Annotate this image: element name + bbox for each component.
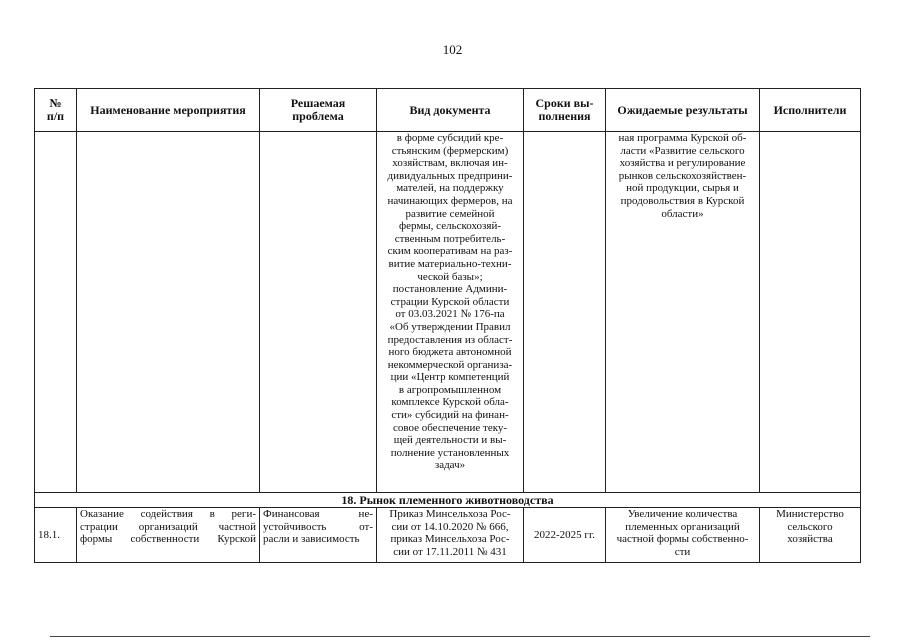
header-name: Наименование мероприятия — [77, 89, 260, 132]
section-row — [35, 493, 861, 508]
header-num: № п/п — [35, 89, 77, 132]
header-doc-type: Вид документа — [377, 89, 524, 132]
scan-edge-line — [50, 636, 870, 637]
cell-problem — [260, 132, 377, 493]
item-name: Оказание содействия в реги- страции организаций частной формы собственности Курской — [77, 508, 260, 563]
measures-table — [34, 88, 861, 563]
table-row — [35, 508, 861, 563]
cell-num — [35, 132, 77, 493]
item-results: Увеличение количества племенных организаций частной формы собственно- сти — [606, 508, 760, 563]
cell-results: ная программа Курской об- ласти «Развитие сельского хозяйства и регулирование рынков сельскохозяйствен- ной продукции, сырья и продовольствия в Курской области» — [606, 132, 760, 493]
header-row — [35, 89, 861, 132]
page-number: 102 — [442, 42, 463, 57]
item-doc-type: Приказ Минсельхоза Рос- сии от 14.10.2020 № 666, приказ Минсельхоза Рос- сии от 17.11.2011 № 431 — [377, 508, 524, 563]
header-results: Ожидаемые результаты — [606, 89, 760, 132]
header-deadline: Сроки вы- полнения — [524, 89, 606, 132]
section-title: 18. Рынок племенного животноводства — [35, 493, 861, 508]
item-num: 18.1. — [35, 508, 77, 563]
header-executors: Исполнители — [760, 89, 861, 132]
cell-doc-type: в форме субсидий кре- стьянским (фермерским) хозяйствам, включая ин- дивидуальных предприни- мателей, на поддержку начинающих фермеров, на развитие семейной фермы, сельскохозяй- ственным потребитель- ским кооперативам на раз- витие материально-техни- ческой базы»; постановление Админи- страции Курской области от 03.03.2021 № 176-па «Об утверждении Правил предоставления из област- ного бюджета автономной некоммерческой организа- ции «Центр компетенций в агропромышленном комплексе Курской обла- сти» субсидий на финан- совое обеспечение теку- щей деятельности и вы- полнение установленных задач» — [377, 132, 524, 493]
item-problem: Финансовая не- устойчивость от- расли и зависимость — [260, 508, 377, 563]
table-row — [35, 132, 861, 493]
cell-name — [77, 132, 260, 493]
cell-deadline — [524, 132, 606, 493]
item-executors: Министерство сельского хозяйства — [760, 508, 861, 563]
item-deadline: 2022-2025 гг. — [524, 508, 606, 563]
cell-executors — [760, 132, 861, 493]
header-problem: Решаемая проблема — [260, 89, 377, 132]
